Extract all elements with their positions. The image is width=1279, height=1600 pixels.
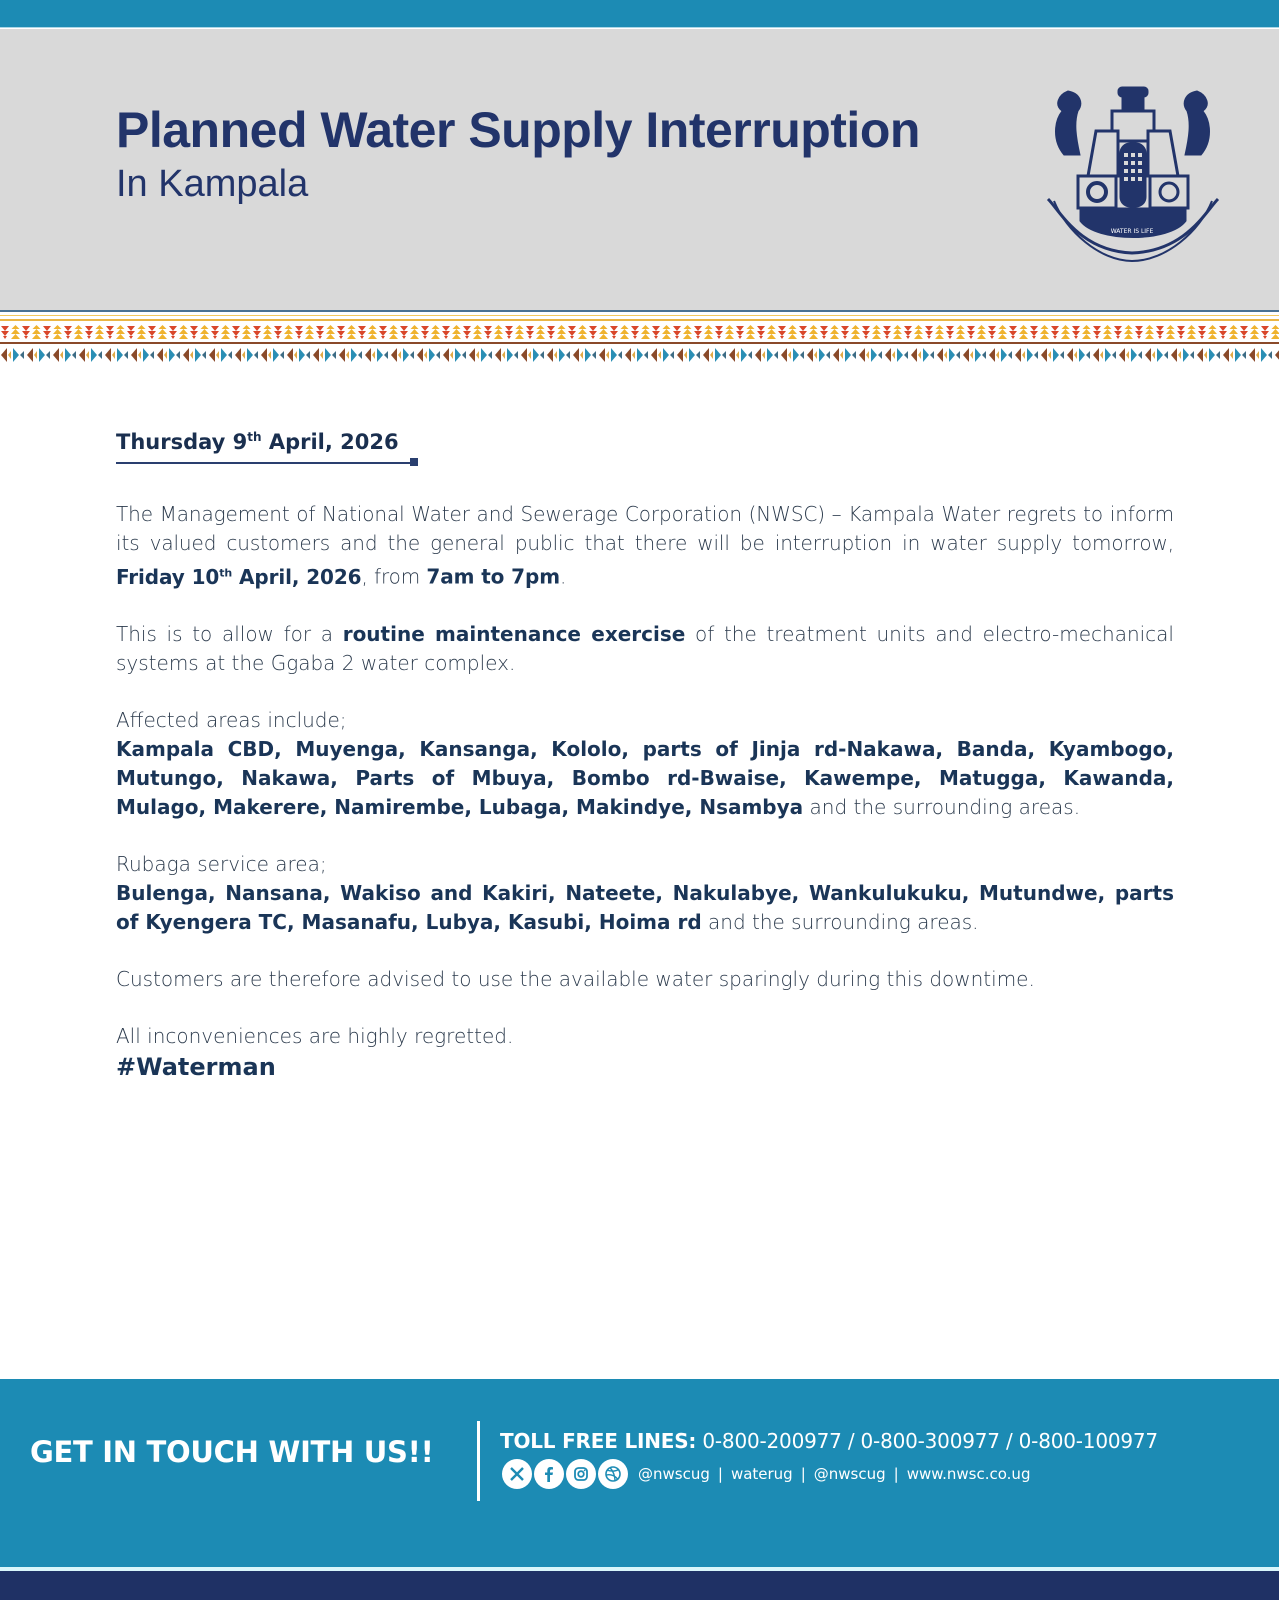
reason-paragraph: This is to allow for a routine maintenance exercise of the treatment units and electro-mechanical systems at the Ggaba 2 water complex. xyxy=(116,621,1174,675)
toll-free-lines: TOLL FREE LINES: 0-800-200977 / 0-800-300977 / 0-800-100977 xyxy=(500,1429,1158,1453)
intro-paragraph: The Management of National Water and Sewerage Corporation (NWSC) – Kampala Water regrets to inform its valued customers and the general public that there will be interruption in water supply tomorrow, Friday 10th April, 2026, from 7am to 7pm. xyxy=(116,502,1174,589)
facebook-icon[interactable] xyxy=(534,1459,564,1489)
social-links xyxy=(502,1459,1030,1489)
footer-bottom-bar xyxy=(0,1571,1279,1600)
instagram-handle-link[interactable]: @nwscug xyxy=(813,1465,886,1483)
dribbble-icon[interactable] xyxy=(598,1459,628,1489)
get-in-touch-heading: GET IN TOUCH WITH US!! xyxy=(30,1435,434,1469)
page-title: Planned Water Supply Interruption xyxy=(116,102,920,158)
facebook-handle-link[interactable]: waterug xyxy=(730,1465,793,1483)
decorative-pattern-border xyxy=(0,310,1279,370)
contact-footer xyxy=(0,1379,1279,1567)
rubaga-areas-list: Bulenga, Nansana, Wakiso and Kakiri, Nateete, Nakulabye, Wankulukuku, Mutundwe, parts of Kyengera TC, Masanafu, Lubya, Kasubi, Hoima rd xyxy=(116,880,1174,934)
date-underline xyxy=(116,462,416,464)
x-twitter-icon[interactable] xyxy=(502,1459,532,1489)
affected-areas-list: Kampala CBD, Muyenga, Kansanga, Kololo, parts of Jinja rd-Nakawa, Banda, Kyambogo, Mutungo, Nakawa, Parts of Mbuya, Bombo rd-Bwaise, Kawempe, Matugga, Kawanda, Mulago, Makerere, Namirembe, Lubaga, Makindye, Nsambya xyxy=(116,736,1174,819)
toll-free-numbers[interactable]: 0-800-200977 / 0-800-300977 / 0-800-100977 xyxy=(696,1429,1158,1453)
affected-areas-paragraph: Affected areas include; Kampala CBD, Muyenga, Kansanga, Kololo, parts of Jinja rd-Nakawa, Banda, Kyambogo, Mutungo, Nakawa, Parts of Mbuya, Bombo rd-Bwaise, Kawempe, Matugga, Kawanda, Mulago, Makerere, Namirembe, Lubaga, Makindye, Nsambya and the surrounding areas. xyxy=(116,707,1174,819)
affected-areas-label: Affected areas include; xyxy=(116,707,347,732)
rubaga-areas-paragraph: Rubaga service area; Bulenga, Nansana, Wakiso and Kakiri, Nateete, Nakulabye, Wankulukuku, Mutundwe, parts of Kyengera TC, Masanafu, Lubya, Kasubi, Hoima rd and the surrounding areas. xyxy=(116,851,1174,934)
footer-divider xyxy=(477,1421,480,1501)
notice-body xyxy=(116,430,1174,1081)
instagram-icon[interactable] xyxy=(566,1459,596,1489)
advice-paragraph: Customers are therefore advised to use the available water sparingly during this downtime. xyxy=(116,966,1035,991)
arrow-pattern-icon xyxy=(0,324,1279,340)
nwsc-crest-icon xyxy=(1040,81,1225,266)
apology-paragraph: All inconveniences are highly regretted. xyxy=(116,1023,514,1048)
hashtag: #Waterman xyxy=(116,1052,276,1081)
notice-date: Thursday 9th April, 2026 xyxy=(116,430,399,454)
page-subtitle: In Kampala xyxy=(116,163,309,205)
website-link[interactable]: www.nwsc.co.ug xyxy=(906,1465,1031,1483)
diamond-pattern-icon xyxy=(0,346,1279,364)
svg-text:WATER IS LIFE: WATER IS LIFE xyxy=(1110,228,1154,235)
twitter-handle-link[interactable]: @nwscug xyxy=(638,1465,710,1483)
header-banner xyxy=(0,29,1279,310)
top-accent-bar xyxy=(0,0,1279,28)
social-handles: @nwscug | waterug | @nwscug | www.nwsc.co.ug xyxy=(638,1465,1031,1483)
rubaga-areas-label: Rubaga service area; xyxy=(116,851,327,876)
